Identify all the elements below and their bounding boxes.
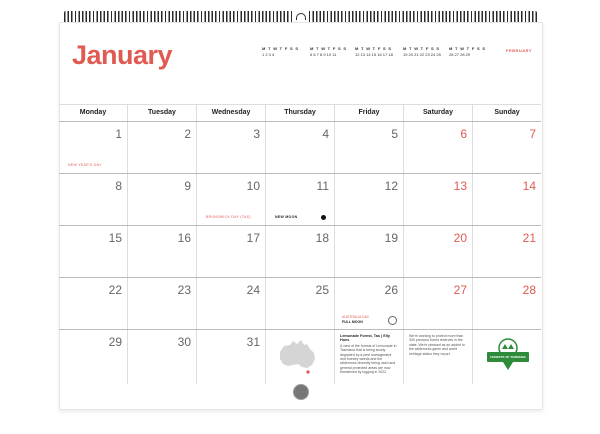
day-cell (127, 330, 196, 384)
day-number: 27 (453, 283, 467, 297)
day-cell (59, 226, 127, 277)
calendar-grid (59, 104, 541, 384)
feature-caption-cell (334, 330, 403, 384)
holiday-label: NEW YEAR'S DAY (68, 163, 102, 167)
day-cell (334, 226, 403, 277)
day-number: 9 (184, 179, 191, 193)
day-number: 14 (522, 179, 536, 193)
weekday-label: Monday (79, 109, 107, 116)
day-events (342, 315, 369, 325)
day-number: 21 (522, 231, 536, 245)
day-number: 22 (108, 283, 122, 297)
mini-calendar-week-5: M T W T F S S 26 27 28 29 (449, 46, 486, 57)
week-row (59, 122, 541, 174)
australia-map-icon (274, 336, 324, 376)
day-cell (196, 226, 265, 277)
weekday-label: Tuesday (127, 105, 196, 121)
day-cell (196, 122, 265, 173)
day-cell (265, 122, 334, 173)
day-number: 16 (177, 231, 191, 245)
day-number: 3 (253, 127, 260, 141)
day-number: 11 (316, 179, 329, 193)
day-number: 12 (384, 179, 398, 193)
feature-title: Lemonade Forest, Tas | Elly Hoes (340, 334, 390, 343)
day-number: 1 (115, 127, 122, 141)
day-cell (59, 174, 127, 225)
day-cell (403, 278, 472, 329)
day-number: 19 (384, 231, 398, 245)
full-moon-icon (388, 316, 397, 325)
weekday-label: Sunday (472, 105, 541, 121)
day-cell (265, 278, 334, 329)
mini-calendar-week-2: M T W T F S S 5 6 7 8 9 10 11 (310, 46, 347, 57)
day-cell (334, 278, 403, 329)
moon-phase-label: FULL MOON (342, 320, 363, 324)
day-number: 13 (453, 179, 467, 193)
new-moon-icon (321, 215, 326, 220)
day-cell (196, 278, 265, 329)
week-row (59, 226, 541, 278)
weekday-header (59, 104, 541, 122)
day-cell (472, 278, 541, 329)
day-number: 8 (115, 179, 122, 193)
day-cell (59, 278, 127, 329)
day-cell (196, 330, 265, 384)
weekday-label: Saturday (403, 105, 472, 121)
day-cell (127, 122, 196, 173)
day-number: 20 (453, 231, 467, 245)
hanger-hook (296, 13, 306, 20)
day-cell (403, 174, 472, 225)
feature-caption: Lemonade Forest, Tas | Elly Hoes A view of the forests of Lemonade in Tasmania that is being slowly degraded by a pest management and forestry weeds and the wilderness diversity being used and general protected areas are now threatened by logging in 2022. (340, 334, 397, 375)
day-cell (472, 122, 541, 173)
day-number: 31 (246, 335, 260, 349)
day-cell (265, 174, 334, 225)
day-number: 10 (246, 179, 260, 193)
day-number: 15 (108, 231, 122, 245)
day-number: 2 (184, 127, 191, 141)
day-number: 29 (108, 335, 122, 349)
day-cell (472, 174, 541, 225)
moon-phase-label: NEW MOON (275, 215, 298, 219)
day-cell (59, 122, 127, 173)
day-cell (265, 226, 334, 277)
day-cell (334, 174, 403, 225)
day-cell (127, 278, 196, 329)
day-number: 17 (246, 231, 260, 245)
day-cell (334, 122, 403, 173)
day-number: 24 (246, 283, 260, 297)
feature-note-cell (403, 330, 472, 384)
feature-note: We're working to protect more than 300 precious forest reserves in the state. We're pleased as an added to the wilderness game and world heritage status they report. (409, 334, 465, 356)
week-row (59, 174, 541, 226)
day-number: 28 (522, 283, 536, 297)
day-number: 6 (460, 127, 467, 141)
weekday-label: Wednesday (196, 105, 265, 121)
week-row (59, 330, 541, 384)
forests-of-tasmania-logo (490, 338, 526, 372)
day-cell (59, 330, 127, 384)
weekday-label: Friday (334, 105, 403, 121)
holiday-label: BRUNSWICK DAY (TAS) (206, 215, 251, 219)
next-month-label: FEBRUARY (506, 48, 533, 53)
day-number: 4 (322, 127, 329, 141)
map-cell (265, 330, 334, 384)
day-cell (196, 174, 265, 225)
day-number: 30 (177, 335, 191, 349)
logo-banner: FORESTS OF TASMANIA (487, 352, 529, 362)
day-number: 23 (177, 283, 191, 297)
weekday-label: Thursday (265, 105, 334, 121)
mini-calendar-week-4: M T W T F S S 19 20 21 22 23 24 25 (403, 46, 441, 57)
hanging-hole (293, 384, 309, 400)
week-row (59, 278, 541, 330)
mini-calendar-week-1: M T W T F S S 1 2 3 4 (262, 46, 299, 57)
day-cell (472, 226, 541, 277)
day-number: 18 (315, 231, 329, 245)
day-number: 26 (384, 283, 398, 297)
mini-calendar-week-3: M T W T F S S 12 13 14 15 16 17 18 (355, 46, 393, 57)
holiday-label: AUSTRALIA DAY (342, 315, 370, 319)
day-cell (403, 226, 472, 277)
day-cell (127, 174, 196, 225)
day-number: 25 (315, 283, 329, 297)
day-cell (127, 226, 196, 277)
month-title: January (72, 40, 173, 70)
logo-cell (472, 330, 541, 384)
day-number: 7 (529, 127, 536, 141)
day-number: 5 (391, 127, 398, 141)
day-cell (403, 122, 472, 173)
